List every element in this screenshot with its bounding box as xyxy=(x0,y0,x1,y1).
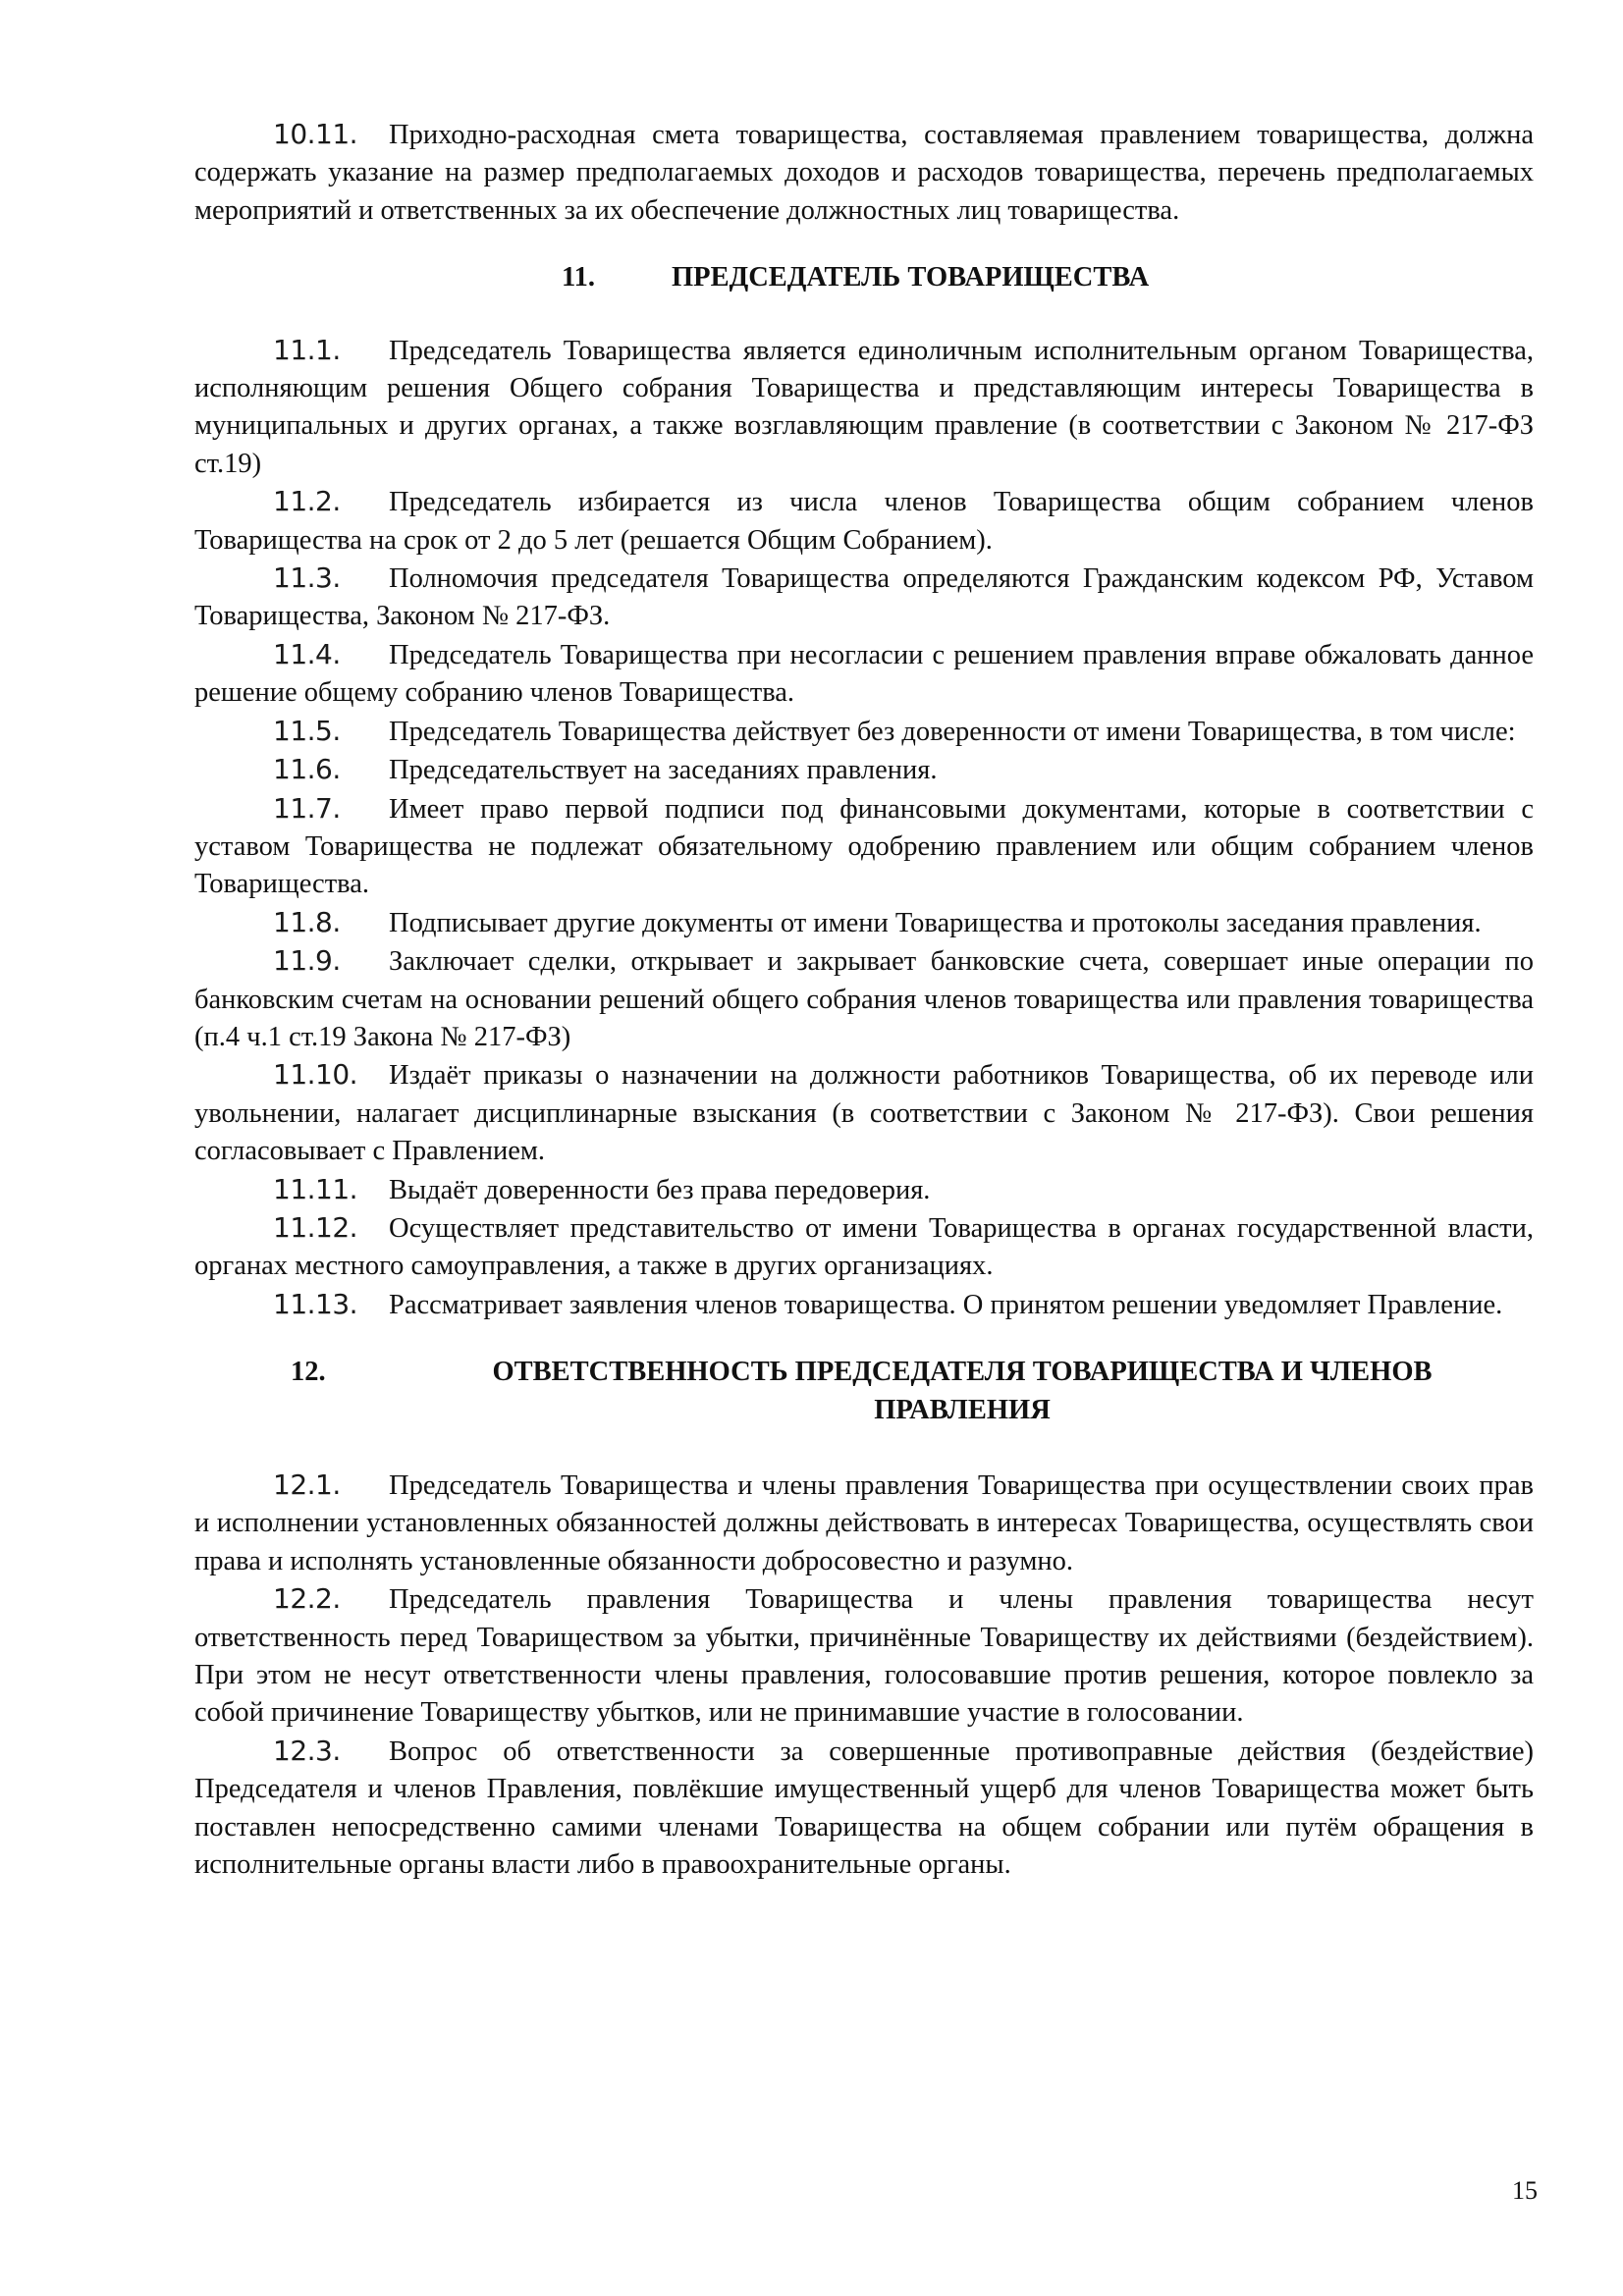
clause-text: Приходно-расходная смета товарищества, составляемая правлением товарищества, должна содержать указание на размер предполагаемых доходов и расходов товарищества, перечень предполагаемых мероприятий и ответственных за их обеспечение должностных лиц товарищества. xyxy=(194,120,1534,226)
clause-text: Осуществляет представительство от имени Товарищества в органах государственной власти, органах местного самоуправления, а также в других организациях. xyxy=(194,1212,1534,1282)
clause-text: Председатель Товарищества является единоличным исполнительным органом Товарищества, исполняющим решения Общего собрания Товарищества и представляющим интересы Товарищества в муниципальных и других органах, а также возглавляющим правление (в соответствии с Законом № 217-ФЗ ст.19) xyxy=(194,335,1534,479)
clause-11-2 xyxy=(194,483,1534,560)
section-12-heading xyxy=(194,1354,1534,1429)
clause-number: 12.2. xyxy=(273,1582,341,1616)
clause-text: Председательствует на заседаниях правления. xyxy=(389,755,938,786)
clause-11-3 xyxy=(194,560,1534,636)
section-title: ОТВЕТСТВЕННОСТЬ ПРЕДСЕДАТЕЛЯ ТОВАРИЩЕСТВА И ЧЛЕНОВ ПРАВЛЕНИЯ xyxy=(492,1357,1433,1425)
clause-number: 11.9. xyxy=(273,944,341,978)
clause-text: Полномочия председателя Товарищества определяются Гражданским кодексом РФ, Уставом Товарищества, Законом № 217-ФЗ. xyxy=(194,563,1534,632)
clause-number: 11.3. xyxy=(273,561,341,595)
clause-number: 11.12. xyxy=(273,1210,358,1244)
clause-text: Издаёт приказы о назначении на должности работников Товарищества, об их переводе или увольнении, налагает дисциплинарные взыскания (в соответствии с Законом № 217-ФЗ). Свои решения согласовывает с Правлением. xyxy=(194,1060,1534,1167)
clause-number: 11.13. xyxy=(273,1287,358,1320)
clause-11-12 xyxy=(194,1209,1534,1286)
clause-11-11 xyxy=(194,1171,1534,1209)
clause-11-8 xyxy=(194,904,1534,942)
clause-11-13 xyxy=(194,1286,1534,1324)
clause-number: 11.5. xyxy=(273,714,341,747)
clause-11-9 xyxy=(194,942,1534,1056)
page-content xyxy=(194,116,1534,1884)
clause-number: 11.7. xyxy=(273,791,341,825)
section-number: 12. xyxy=(291,1357,326,1388)
page-number: 15 xyxy=(1512,2176,1538,2205)
clause-number: 10.11. xyxy=(273,118,358,150)
clause-text: Председатель избирается из числа членов Товарищества общим собранием членов Товарищества на срок от 2 до 5 лет (решается Общим Собранием). xyxy=(194,487,1534,556)
clause-number: 11.6. xyxy=(273,753,341,786)
clause-text: Рассматривает заявления членов товарищества. О принятом решении уведомляет Правление. xyxy=(389,1289,1503,1320)
clause-text: Вопрос об ответственности за совершенные противоправные действия (бездействие) Председателя и членов Правления, повлёкшие имущественный ущерб для членов Товарищества может быть поставлен непосредственно самими членами Товарищества на общем собрании или путём обращения в исполнительные органы власти либо в правоохранительные органы. xyxy=(194,1735,1534,1881)
clause-text: Председатель Товарищества и члены правления Товарищества при осуществлении своих прав и исполнении установленных обязанностей должны действовать в интересах Товарищества, осуществлять свои права и исполнять установленные обязанности добросовестно и разумно. xyxy=(194,1470,1534,1576)
clause-11-6 xyxy=(194,751,1534,789)
clause-number: 11.10. xyxy=(273,1058,358,1092)
clause-text: Председатель правления Товарищества и члены правления товарищества несут ответственность перед Товариществом за убытки, причинённые Товариществу их действиями (бездействием). При этом не несут ответственности члены правления, голосовавшие против решения, которое повлекло за собой причинение Товариществу убытков, или не принимавшие участие в голосовании. xyxy=(194,1584,1534,1729)
clause-11-4 xyxy=(194,636,1534,713)
section-title: ПРЕДСЕДАТЕЛЬ ТОВАРИЩЕСТВА xyxy=(672,262,1150,294)
clause-number: 11.1. xyxy=(273,333,341,366)
clause-11-1 xyxy=(194,332,1534,484)
clause-number: 11.4. xyxy=(273,637,341,670)
clause-10-11 xyxy=(194,116,1534,230)
clause-11-10 xyxy=(194,1056,1534,1170)
clause-text: Председатель Товарищества действует без доверенности от имени Товарищества, в том числе: xyxy=(389,716,1516,747)
section-11-heading xyxy=(194,259,1534,296)
clause-12-3 xyxy=(194,1733,1534,1885)
section-number: 11. xyxy=(562,262,596,294)
clause-number: 11.8. xyxy=(273,905,341,938)
clause-text: Выдаёт доверенности без права передоверия. xyxy=(389,1174,931,1205)
clause-text: Заключает сделки, открывает и закрывает банковские счета, совершает иные операции по банковским счетам на основании решений общего собрания членов товарищества или правления товарищества (п.4 ч.1 ст.19 Закона № 217-ФЗ) xyxy=(194,946,1534,1052)
clause-text: Имеет право первой подписи под финансовыми документами, которые в соответствии с уставом Товарищества не подлежат обязательному одобрению правлением или общим собранием членов Товарищества. xyxy=(194,793,1534,900)
clause-text: Подписывает другие документы от имени Товарищества и протоколы заседания правления. xyxy=(389,907,1482,938)
clause-12-1 xyxy=(194,1467,1534,1580)
clause-number: 12.3. xyxy=(273,1734,341,1767)
clause-12-2 xyxy=(194,1580,1534,1733)
clause-text: Председатель Товарищества при несогласии с решением правления вправе обжаловать данное решение общему собранию членов Товарищества. xyxy=(194,639,1534,709)
clause-number: 12.1. xyxy=(273,1468,341,1501)
clause-11-7 xyxy=(194,790,1534,904)
clause-11-5 xyxy=(194,713,1534,751)
clause-number: 11.2. xyxy=(273,485,341,518)
clause-number: 11.11. xyxy=(273,1172,358,1205)
